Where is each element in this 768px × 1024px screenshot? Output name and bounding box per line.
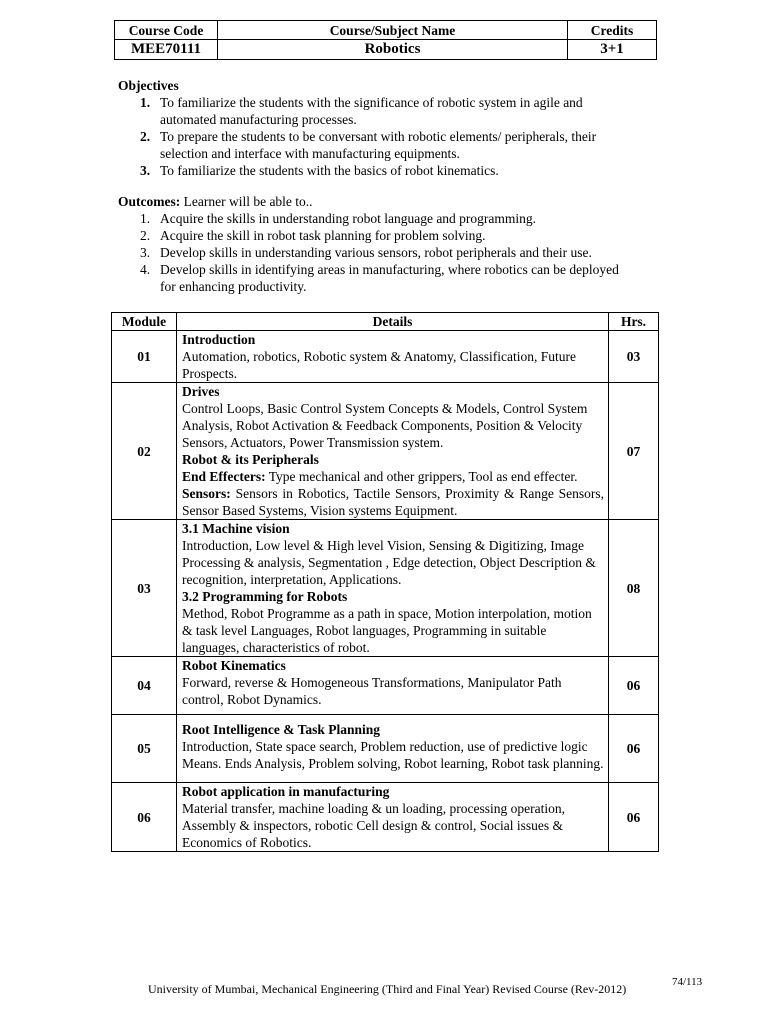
objective-line: To familiarize the students with the basics of robot kinematics. (160, 163, 499, 178)
end-effecters-label: End Effecters: (182, 469, 266, 484)
course-name-header: Course/Subject Name (218, 21, 568, 40)
module-details (177, 520, 609, 657)
outcome-number: 4. (140, 262, 151, 277)
module-row (112, 715, 659, 783)
outcomes-list (118, 210, 658, 295)
module-number: 04 (112, 657, 177, 715)
outcome-line: Acquire the skill in robot task planning for problem solving. (160, 228, 486, 243)
module-title: Drives (182, 384, 220, 399)
course-code: MEE70111 (115, 40, 218, 60)
module-details (177, 783, 609, 852)
module-row (112, 383, 659, 520)
outcome-line: Develop skills in understanding various sensors, robot peripherals and their use. (160, 245, 592, 260)
sensors-text: Sensors in Robotics, Tactile Sensors, Proximity & Range Sensors, Sensor Based Systems, Vision systems Equipment. (182, 486, 604, 518)
module-row (112, 657, 659, 715)
course-info-row (115, 40, 657, 60)
objective-item (118, 128, 658, 162)
outcome-item (118, 227, 658, 244)
objectives-section (118, 77, 658, 179)
module-text: Forward, reverse & Homogeneous Transformations, Manipulator Path control, Robot Dynamics. (182, 675, 562, 707)
course-credits: 3+1 (568, 40, 657, 60)
outcomes-section (118, 193, 658, 295)
module-details (177, 657, 609, 715)
outcomes-heading: Outcomes: (118, 194, 181, 209)
course-name: Robotics (218, 40, 568, 60)
outcome-number: 1. (140, 211, 151, 226)
module-details (177, 331, 609, 383)
module-hours: 07 (609, 383, 659, 520)
module-number: 03 (112, 520, 177, 657)
outcomes-intro-line (118, 193, 658, 210)
outcome-number: 2. (140, 228, 151, 243)
module-text: Method, Robot Programme as a path in space, Motion interpolation, motion & task level Languages, Robot languages, Programming in suitable languages, characteristics of robot. (182, 606, 592, 655)
module-title: 3.1 Machine vision (182, 521, 290, 536)
outcomes-intro: Learner will be able to.. (180, 194, 313, 209)
outcome-line: for enhancing productivity. (160, 279, 307, 294)
objective-line: automated manufacturing processes. (160, 112, 357, 127)
module-details (177, 715, 609, 783)
module-row (112, 520, 659, 657)
module-number: 01 (112, 331, 177, 383)
module-number: 05 (112, 715, 177, 783)
module-hours: 06 (609, 657, 659, 715)
objective-number: 2. (140, 129, 151, 144)
module-table (111, 312, 659, 852)
hrs-header: Hrs. (609, 313, 659, 331)
end-effecters-text: Type mechanical and other grippers, Tool as end effecter. (265, 469, 578, 484)
module-number: 06 (112, 783, 177, 852)
module-sensors (182, 485, 604, 519)
objective-number: 1. (140, 95, 151, 110)
module-text: Control Loops, Basic Control System Concepts & Models, Control System Analysis, Robot Activation & Feedback Components, Position & Velocity Sensors, Actuators, Power Transmission system. (182, 401, 588, 450)
sensors-label: Sensors: (182, 486, 231, 501)
objective-item (118, 94, 658, 128)
module-text: Introduction, Low level & High level Vision, Sensing & Digitizing, Image Processing & analysis, Segmentation , Edge detection, Object Description & recognition, interpretation, Applications. (182, 538, 596, 587)
objective-line: selection and interface with manufacturing equipments. (160, 146, 460, 161)
objectives-list (118, 94, 658, 179)
module-end-effecters (182, 468, 604, 485)
module-row (112, 331, 659, 383)
outcome-item (118, 210, 658, 227)
objective-line: To prepare the students to be conversant with robotic elements/ peripherals, their (160, 129, 597, 144)
outcome-item (118, 244, 658, 261)
module-row (112, 783, 659, 852)
module-subtitle: Robot & its Peripherals (182, 452, 319, 467)
outcome-item (118, 261, 658, 295)
module-hours: 06 (609, 715, 659, 783)
module-title: Root Intelligence & Task Planning (182, 722, 381, 737)
outcome-line: Acquire the skills in understanding robot language and programming. (160, 211, 537, 226)
module-hours: 08 (609, 520, 659, 657)
details-header: Details (177, 313, 609, 331)
module-title: Introduction (182, 332, 256, 347)
course-code-header: Course Code (115, 21, 218, 40)
module-text: Introduction, State space search, Problem reduction, use of predictive logic Means. Ends Analysis, Problem solving, Robot learning, Robot task planning. (182, 739, 604, 771)
objective-item (118, 162, 658, 179)
outcome-line: Develop skills in identifying areas in manufacturing, where robotics can be deployed (160, 262, 619, 277)
page-number: 74/113 (672, 976, 703, 988)
outcome-number: 3. (140, 245, 151, 260)
module-title: Robot application in manufacturing (182, 784, 390, 799)
objectives-heading: Objectives (118, 78, 179, 93)
objective-number: 3. (140, 163, 151, 178)
objective-line: To familiarize the students with the significance of robotic system in agile and (160, 95, 583, 110)
module-hours: 06 (609, 783, 659, 852)
course-info-table (114, 20, 657, 60)
module-table-header-row (112, 313, 659, 331)
credits-header: Credits (568, 21, 657, 40)
module-text: Automation, robotics, Robotic system & Anatomy, Classification, Future Prospects. (182, 349, 576, 381)
module-number: 02 (112, 383, 177, 520)
course-info-header-row (115, 21, 657, 40)
module-text: Material transfer, machine loading & un loading, processing operation, Assembly & inspectors, robotic Cell design & control, Social issues & Economics of Robotics. (182, 801, 565, 850)
module-hours: 03 (609, 331, 659, 383)
module-title: Robot Kinematics (182, 658, 286, 673)
module-details (177, 383, 609, 520)
module-subtitle: 3.2 Programming for Robots (182, 589, 348, 604)
page-footer: University of Mumbai, Mechanical Engineering (Third and Final Year) Revised Course (Rev-2012) (148, 982, 627, 996)
module-header: Module (112, 313, 177, 331)
